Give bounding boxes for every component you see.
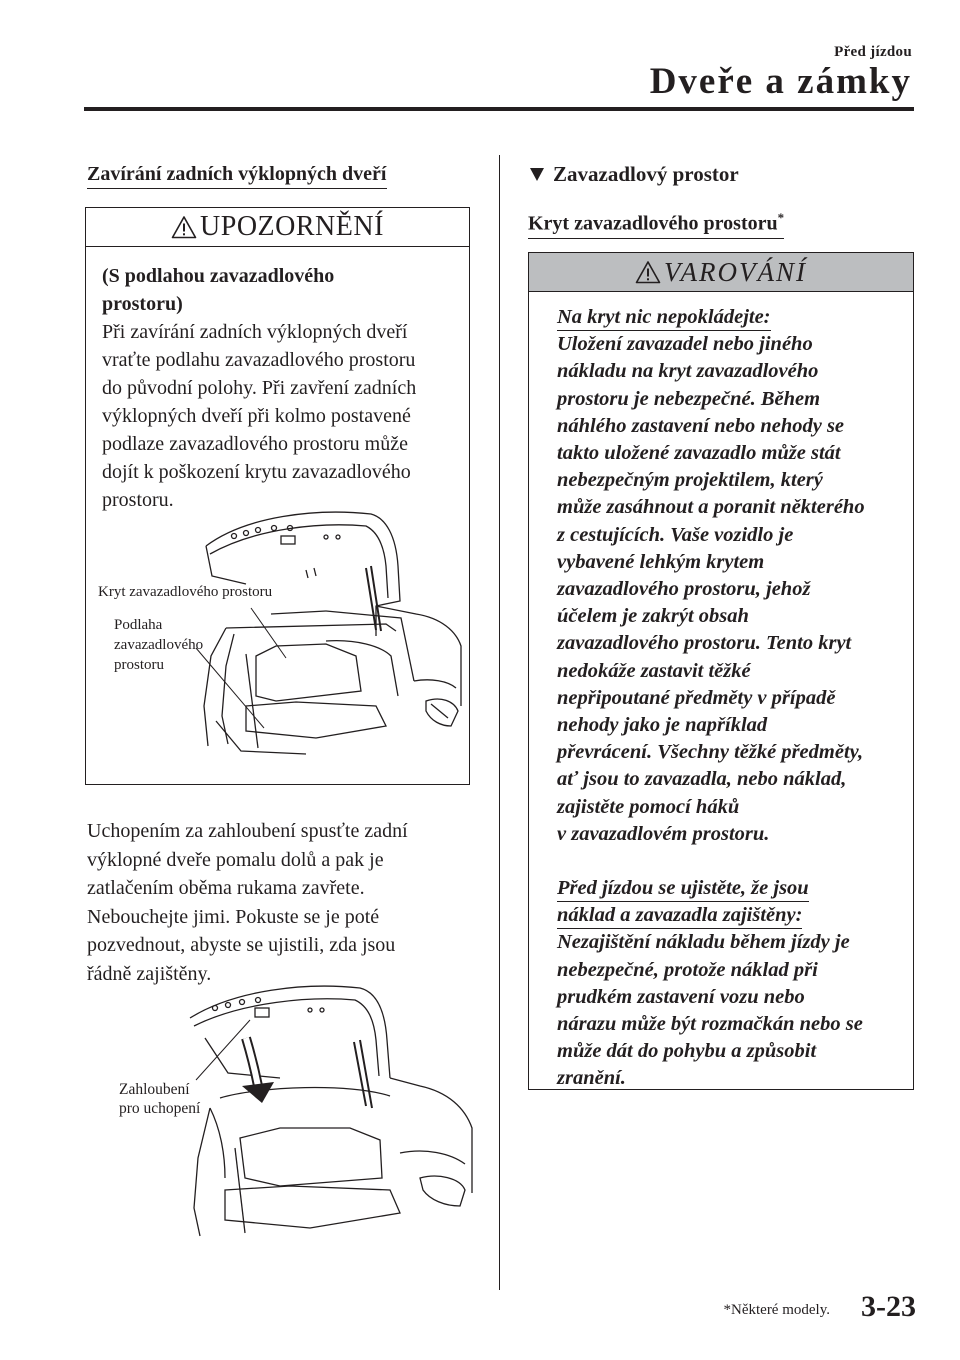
header-section: Před jízdou bbox=[834, 44, 912, 60]
warning-line: nebezpečné, protože náklad při bbox=[557, 958, 818, 981]
warning-header bbox=[529, 253, 913, 292]
optional-equipment-mark: * bbox=[777, 210, 785, 225]
warning-line: zavazadlového prostoru, jehož bbox=[557, 578, 811, 601]
footnote: *Některé modely. bbox=[723, 1302, 830, 1318]
warning-line: nebezpečným projektilem, který bbox=[557, 469, 823, 492]
figure1-leader-lines bbox=[86, 208, 471, 786]
header-rule bbox=[84, 107, 914, 111]
caution-condition-line: prostoru) bbox=[102, 293, 183, 315]
warning-line: zavazadlového prostoru. Tento kryt bbox=[557, 632, 852, 655]
header-chapter-title: Dveře a zámky bbox=[649, 61, 912, 102]
warning-triangle-icon bbox=[635, 260, 661, 284]
section-triangle-icon bbox=[530, 168, 544, 181]
label-cargo-floor: zavazadlového bbox=[114, 637, 204, 653]
label-cargo-floor: Podlaha bbox=[114, 617, 163, 633]
caution-line: vraťte podlahu zavazadlového prostoru bbox=[102, 349, 416, 371]
section-heading-cargo bbox=[530, 162, 739, 187]
warning-line: nákladu na kryt zavazadlového bbox=[557, 360, 819, 383]
paragraph-line: Uchopením za zahloubení spusťte zadní bbox=[87, 820, 408, 842]
label-grip-recess: Zahloubení bbox=[119, 1081, 190, 1098]
warning-heading: náklad a zavazadla zajištěny: bbox=[557, 902, 802, 929]
subheading-cargo-cover-text: Kryt zavazadlového prostoru bbox=[528, 212, 778, 235]
warning-line: účelem je zakrýt obsah bbox=[557, 605, 749, 628]
warning-line: nárazu může být rozmačkán nebo se bbox=[557, 1013, 863, 1036]
warning-heading: Před jízdou se ujistěte, že jsou bbox=[557, 875, 809, 902]
warning-line: nepřipoutané předměty v případě bbox=[557, 686, 836, 709]
paragraph-line: pozvednout, abyste se ujistili, zda jsou bbox=[87, 934, 396, 956]
warning-line: může dát do pohybu a způsobit bbox=[557, 1040, 817, 1063]
caution-title: UPOZORNĚNÍ bbox=[200, 211, 384, 242]
subheading-closing-liftgate: Zavírání zadních výklopných dveří bbox=[87, 162, 387, 189]
warning-line: ať jsou to zavazadla, nebo náklad, bbox=[557, 768, 847, 791]
label-grip-recess: pro uchopení bbox=[119, 1100, 201, 1117]
caution-box bbox=[85, 207, 470, 785]
warning-line: nedokáže zastavit těžké bbox=[557, 659, 751, 682]
paragraph-line: řádně zajištěny. bbox=[87, 962, 212, 985]
warning-line: nehody jako je například bbox=[557, 714, 768, 737]
column-divider bbox=[499, 155, 500, 1290]
label-cargo-floor: prostoru bbox=[114, 657, 164, 673]
caution-line: do původní polohy. Při zavření zadních bbox=[102, 377, 417, 399]
warning-line: takto uložené zavazadlo může stát bbox=[557, 442, 841, 465]
warning-line: zajistěte pomocí háků bbox=[557, 795, 740, 818]
warning-text bbox=[529, 292, 913, 1093]
caution-line: prostoru. bbox=[102, 489, 174, 511]
paragraph-line: Nebouchejte jimi. Pokuste se je poté bbox=[87, 905, 380, 928]
warning-line: zranění. bbox=[557, 1067, 626, 1090]
caution-condition-line: (S podlahou zavazadlového bbox=[102, 265, 335, 287]
section-heading-text: Zavazadlový prostor bbox=[553, 162, 739, 186]
warning-heading: Na kryt nic nepokládejte: bbox=[557, 304, 771, 331]
warning-line: vybavené lehkým krytem bbox=[557, 550, 765, 573]
warning-line: prudkém zastavení vozu nebo bbox=[557, 985, 805, 1008]
caution-line: podlaze zavazadlového prostoru může bbox=[102, 433, 408, 455]
warning-spacer bbox=[557, 848, 897, 875]
caution-line: dojít k poškození krytu zavazadlového bbox=[102, 461, 411, 483]
page-number: 3-23 bbox=[861, 1290, 916, 1323]
warning-line: převrácení. Všechny těžké předměty, bbox=[557, 741, 864, 764]
warning-line: Uložení zavazadel nebo jiného bbox=[557, 333, 813, 356]
warning-line: v zavazadlovém prostoru. bbox=[557, 822, 770, 845]
subheading-cargo-cover bbox=[528, 206, 784, 239]
warning-line: z cestujících. Vaše vozidlo je bbox=[557, 523, 794, 546]
liftgate-recess-illustration bbox=[180, 978, 480, 1243]
caution-line: výklopných dveří při kolmo postavené bbox=[102, 405, 411, 427]
warning-title: VAROVÁNÍ bbox=[664, 256, 807, 287]
warning-line: může zasáhnout a poranit některého bbox=[557, 496, 865, 519]
paragraph-line: výklopné dveře pomalu dolů a pak je bbox=[87, 848, 384, 871]
warning-line: náhlého zastavení nebo nehody se bbox=[557, 414, 845, 437]
warning-line: Nezajištění nákladu během jízdy je bbox=[557, 931, 850, 954]
warning-box bbox=[528, 252, 914, 1090]
caution-line: Při zavírání zadních výklopných dveří bbox=[102, 321, 408, 343]
paragraph-line: zatlačením oběma rukama zavřete. bbox=[87, 877, 365, 899]
closing-instructions-paragraph bbox=[87, 817, 408, 988]
label-cargo-cover: Kryt zavazadlového prostoru bbox=[98, 584, 273, 600]
warning-line: prostoru je nebezpečné. Během bbox=[557, 387, 821, 410]
